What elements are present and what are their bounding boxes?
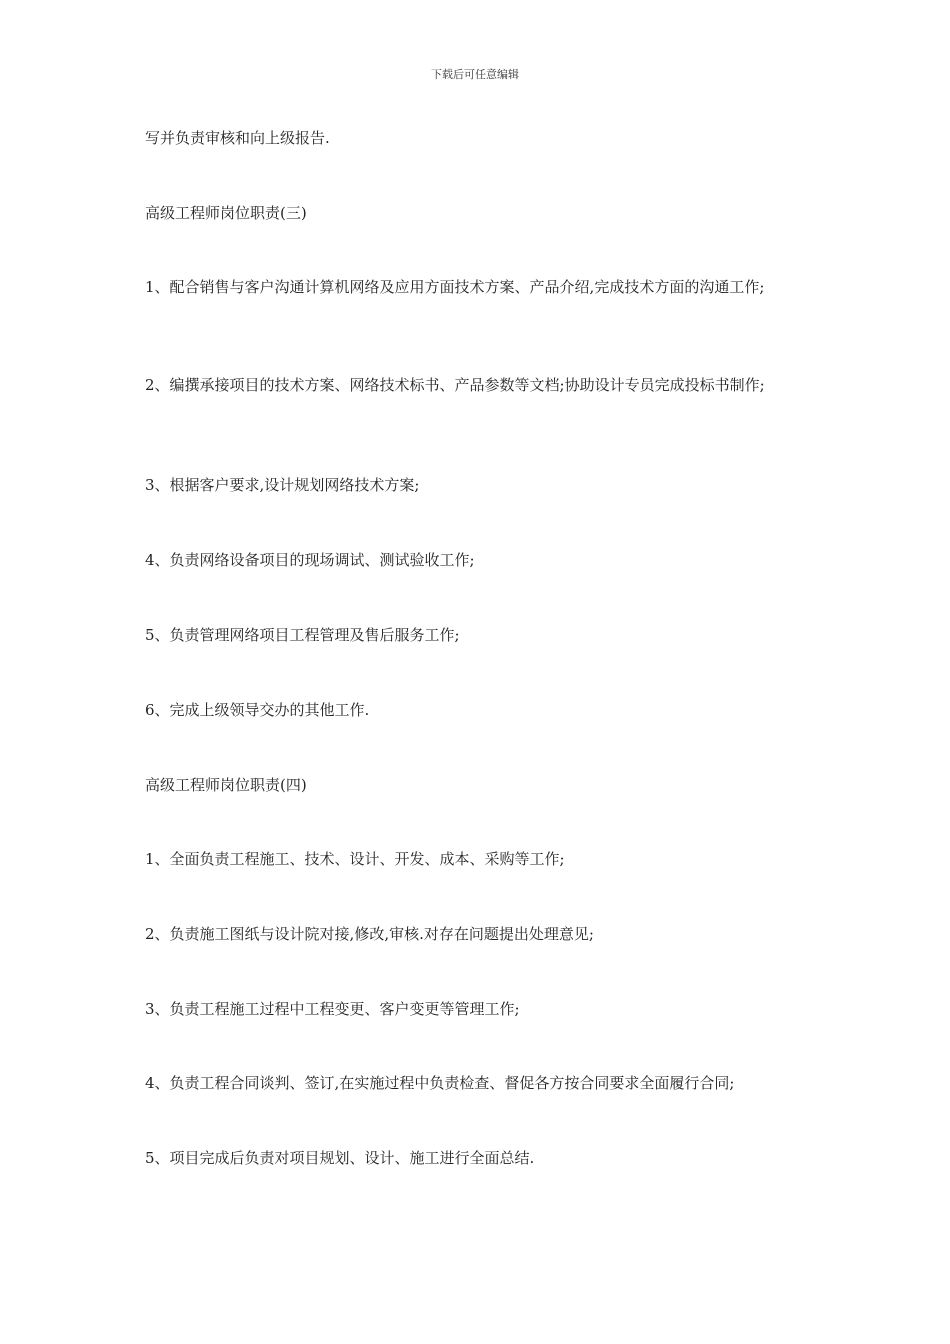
list-item: 2、负责施工图纸与设计院对接,修改,审核.对存在问题提出处理意见; xyxy=(145,925,594,943)
list-item: 6、完成上级领导交办的其他工作. xyxy=(145,701,370,719)
paragraph-continuation: 写并负责审核和向上级报告. xyxy=(145,129,330,147)
list-item: 2、编撰承接项目的技术方案、网络技术标书、产品参数等文档;协助设计专员完成投标书制作; xyxy=(145,376,765,394)
section-heading-4: 高级工程师岗位职责(四) xyxy=(145,776,307,794)
list-item: 3、负责工程施工过程中工程变更、客户变更等管理工作; xyxy=(145,1000,520,1018)
list-item: 5、项目完成后负责对项目规划、设计、施工进行全面总结. xyxy=(145,1149,535,1167)
list-item: 3、根据客户要求,设计规划网络技术方案; xyxy=(145,476,420,494)
list-item: 4、负责网络设备项目的现场调试、测试验收工作; xyxy=(145,551,475,569)
list-item: 1、全面负责工程施工、技术、设计、开发、成本、采购等工作; xyxy=(145,850,565,868)
list-item: 1、配合销售与客户沟通计算机网络及应用方面技术方案、产品介绍,完成技术方面的沟通工作; xyxy=(145,278,765,296)
list-item: 5、负责管理网络项目工程管理及售后服务工作; xyxy=(145,626,460,644)
section-heading-3: 高级工程师岗位职责(三) xyxy=(145,204,307,222)
list-item: 4、负责工程合同谈判、签订,在实施过程中负责检查、督促各方按合同要求全面履行合同; xyxy=(145,1074,735,1092)
page-header: 下载后可任意编辑 xyxy=(431,68,519,81)
